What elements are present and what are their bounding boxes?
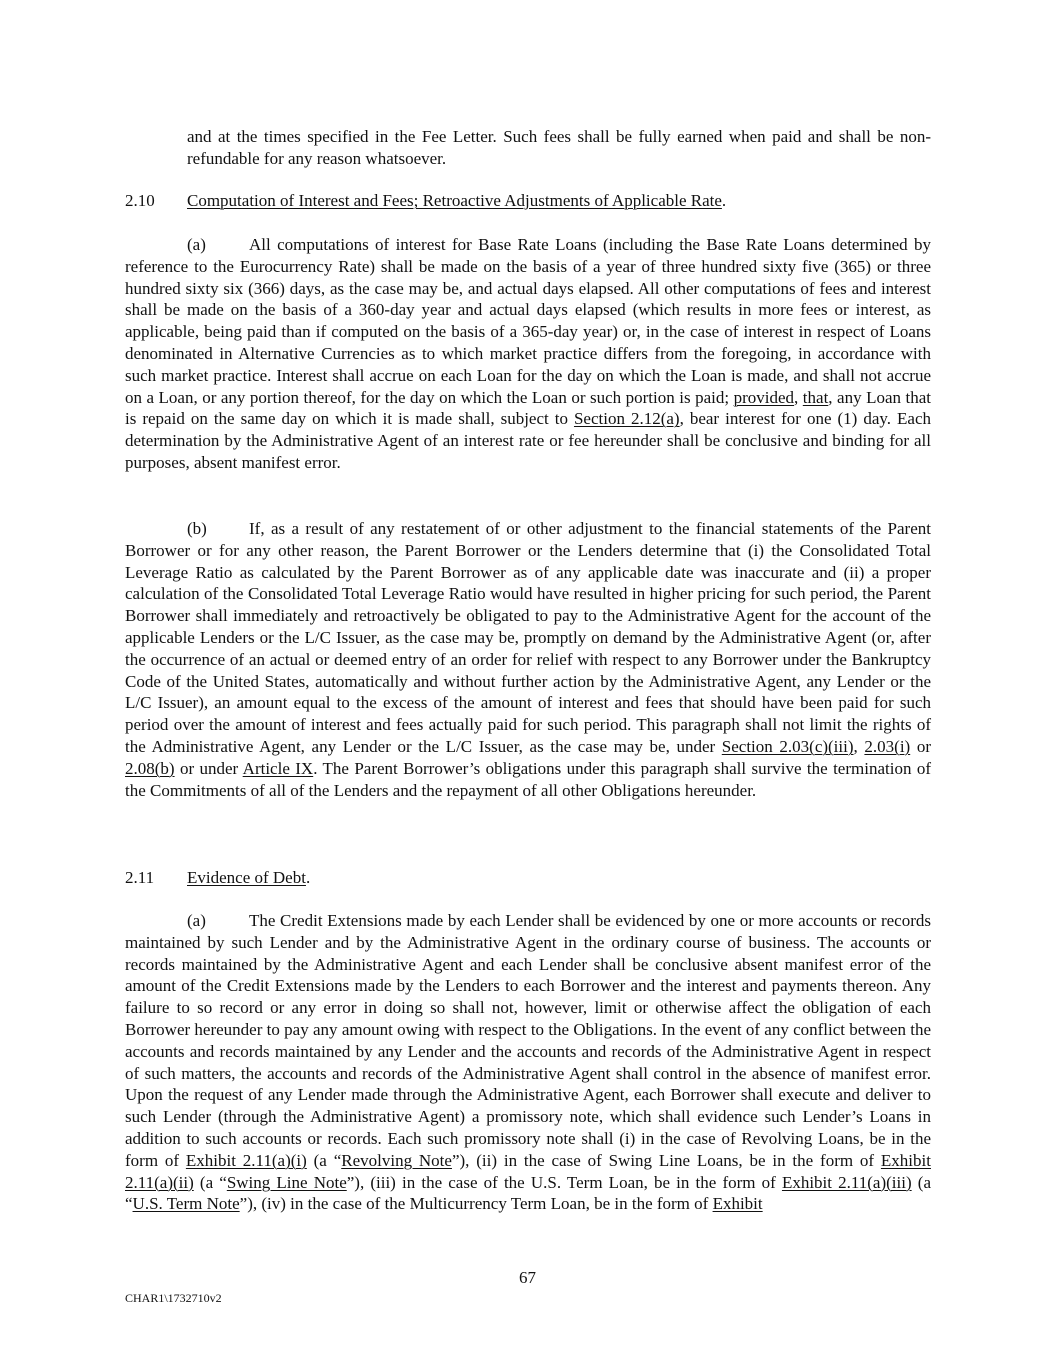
paragraph-2-11-a: (a) The Credit Extensions made by each Lender shall be evidenced by one or more accounts or records maintained by such Lender and by the Administrative Agent in the ordinary course of business. The accounts or records maintained by the Administrative Agent and each Lender shall be conclusive absent manifest error of the amount of the Credit Extensions made by the Lenders to each Borrower and the interest and payments thereon. Any failure to so record or any error in doing so shall not, however, limit or otherwise affect the obligation of each Borrower hereunder to pay any amount owing with respect to the Obligations. In the event of any conflict between the accounts and records maintained by any Lender and the accounts and records of the Administrative Agent in respect of such matters, the accounts and records of the Administrative Agent shall control in the absence of manifest error. Upon the request of any Lender made through the Administrative Agent, each Borrower shall execute and deliver to such Lender (through the Administrative Agent) a promissory note, which shall evidence such Lender’s Loans in addition to such accounts or records. Each such promissory note shall (i) in the case of Revolving Loans, be in the form of Exhibit 2.11(a)(i) (a “Revolving Note”), (ii) in the case of Swing Line Loans, be in the form of Exhibit 2.11(a)(ii) (a “Swing Line Note”), (iii) in the case of the U.S. Term Loan, be in the form of Exhibit 2.11(a)(iii) (a “U.S. Term Note”), (iv) in the case of the Multicurrency Term Loan, be in the form of Exhibit <box>125 911 931 1214</box>
section-reference-link[interactable]: 2.08(b) <box>125 758 175 778</box>
section-title: Computation of Interest and Fees; Retroactive Adjustments of Applicable Rate <box>187 191 722 210</box>
paragraph-text: All computations of interest for Base Rate Loans (including the Base Rate Loans determined by reference to the Eurocurrency Rate) shall be made on the basis of a year of three hundred sixty five (365) or three hundred sixty six (366) days, as the case may be, and actual days elapsed. All other computations of fees and interest shall be made on the basis of a 360-day year and actual days elapsed (which results in more fees or interest, as applicable, being paid than if computed on the basis of a 365-day year) or, in the case of interest in respect of Loans denominated in Alternative Currencies as to which market practice differs from the foregoing, in accordance with such market practice. Interest shall accrue on each Loan for the day on which the Loan is made, and shall not accrue on a Loan, or any portion thereof, for the day on which the Loan or such portion is paid; <box>125 235 931 407</box>
section-title: Evidence of Debt <box>187 868 306 887</box>
exhibit-reference-link[interactable]: Exhibit <box>712 1194 763 1214</box>
paragraph-2-10-a: (a) All computations of interest for Base Rate Loans (including the Base Rate Loans determined by reference to the Eurocurrency Rate) shall be made on the basis of a year of three hundred sixty five (365) or three hundred sixty six (366) days, as the case may be, and actual days elapsed. All other computations of fees and interest shall be made on the basis of a 360-day year and actual days elapsed (which results in more fees or interest, as applicable, being paid than if computed on the basis of a 365-day year) or, in the case of interest in respect of Loans denominated in Alternative Currencies as to which market practice differs from the foregoing, in accordance with such market practice. Interest shall accrue on each Loan for the day on which the Loan is made, and shall not accrue on a Loan, or any portion thereof, for the day on which the Loan or such portion is paid; provided, that, any Loan that is repaid on the same day on which it is made shall, subject to Section 2.12(a), bear interest for one (1) day. Each determination by the Administrative Agent of an interest rate or fee hereunder shall be conclusive and binding for all purposes, absent manifest error. <box>125 235 932 472</box>
paragraph-2-10-b: (b) If, as a result of any restatement of or other adjustment to the financial statements of the Parent Borrower or for any other reason, the Parent Borrower or the Lenders determine that (i) the Consolidated Total Leverage Ratio as calculated by the Parent Borrower as of any applicable date was inaccurate and (ii) a proper calculation of the Consolidated Total Leverage Ratio would have resulted in higher pricing for such period, the Parent Borrower shall immediately and retroactively be obligated to pay to the Administrative Agent for the account of the applicable Lenders or the L/C Issuer, as the case may be, promptly on demand by the Administrative Agent (or, after the occurrence of an actual or deemed entry of an order for relief with respect to any Borrower under the Bankruptcy Code of the United States, automatically and without further action by the Administrative Agent, any Lender or the L/C Issuer), an amount equal to the excess of the amount of interest and fees that should have been paid for such period over the amount of interest and fees actually paid for such period. This paragraph shall not limit the rights of the Administrative Agent, any Lender or the L/C Issuer, as the case may be, under Section 2.03(c)(iii), 2.03(i) or 2.08(b) or under Article IX. The Parent Borrower’s obligations under this paragraph shall survive the termination of the Commitments of all of the Lenders and the repayment of all other Obligations hereunder. <box>125 519 931 800</box>
section-number: 2.10 <box>125 191 155 210</box>
paragraph-label: (a) <box>187 911 206 930</box>
that-term: that <box>802 387 829 407</box>
section-number: 2.11 <box>125 868 155 887</box>
exhibit-reference-link[interactable]: Exhibit 2.11(a)(ii) <box>125 1150 931 1192</box>
defined-term: Revolving Note <box>341 1150 452 1170</box>
paragraph-text: . The Parent Borrower’s obligations under this paragraph shall survive the termination of the Commitments of all of the Lenders and the repayment of all other Obligations hereunder. <box>125 758 931 800</box>
paragraph-text: If, as a result of any restatement of or other adjustment to the financial statements of the Parent Borrower or for any other reason, the Parent Borrower or the Lenders determine that (i) the Consolidated Total Leverage Ratio as calculated by the Parent Borrower as of any applicable date was inaccurate and (ii) a proper calculation of the Consolidated Total Leverage Ratio would have resulted in higher pricing for such period, the Parent Borrower shall immediately and retroactively be obligated to pay to the Administrative Agent for the account of the applicable Lenders or the L/C Issuer, as the case may be, promptly on demand by the Administrative Agent (or, after the occurrence of an actual or deemed entry of an order for relief with respect to any Borrower under the Bankruptcy Code of the United States, automatically and without further action by the Administrative Agent, any Lender or the L/C Issuer), an amount equal to the excess of the amount of interest and fees that should have been paid for such period over the amount of interest and fees actually paid for such period. This paragraph shall not limit the rights of the Administrative Agent, any Lender or the L/C Issuer, as the case may be, under <box>125 519 931 756</box>
section-reference-link[interactable]: Section 2.12(a) <box>573 409 680 429</box>
exhibit-reference-link[interactable]: Exhibit 2.11(a)(iii) <box>781 1172 912 1192</box>
page-number: 67 <box>519 1268 536 1287</box>
defined-term: U.S. Term Note <box>132 1194 240 1214</box>
paragraph-label: (a) <box>187 235 206 254</box>
lead-paragraph: and at the times specified in the Fee Letter. Such fees shall be fully earned when paid and shall be non-refundable for any reason whatsoever. <box>187 127 931 168</box>
section-heading-2-11: 2.11 Evidence of Debt. <box>125 868 311 887</box>
provided-term: provided <box>733 387 795 407</box>
paragraph-label: (b) <box>187 519 207 538</box>
section-heading-2-10: 2.10 Computation of Interest and Fees; Retroactive Adjustments of Applicable Rate. <box>125 191 727 210</box>
article-reference-link[interactable]: Article IX <box>242 758 314 778</box>
paragraph-text: , any Loan that is repaid on the same day on which it is made shall, subject to <box>125 387 932 429</box>
document-id: CHAR1\1732710v2 <box>125 1291 222 1305</box>
paragraph-text: , bear interest for one (1) day. Each determination by the Administrative Agent of an interest rate or fee hereunder shall be conclusive and binding for all purposes, absent manifest error. <box>125 409 932 472</box>
defined-term: Swing Line Note <box>226 1172 347 1192</box>
paragraph-text: The Credit Extensions made by each Lender shall be evidenced by one or more accounts or records maintained by such Lender and by the Administrative Agent in the ordinary course of business. The accounts or records maintained by the Administrative Agent and each Lender shall be conclusive absent manifest error of the amount of the Credit Extensions made by the Lenders to each Borrower and the interest and payments thereon. Any failure to so record or any error in doing so shall not, however, limit or otherwise affect the obligation of each Borrower hereunder to pay any amount owing with respect to the Obligations. In the event of any conflict between the accounts and records maintained by any Lender and the accounts and records of the Administrative Agent in respect of such matters, the accounts and records of the Administrative Agent shall control in the absence of manifest error. Upon the request of any Lender made through the Administrative Agent, each Borrower shall execute and deliver to such Lender (through the Administrative Agent) a promissory note, which shall evidence such Lender’s Loans in addition to such accounts or records. Each such promissory note shall (i) in the case of Revolving Loans, be in the form of <box>125 911 931 1170</box>
section-reference-link[interactable]: Section 2.03(c)(iii) <box>721 736 854 756</box>
exhibit-reference-link[interactable]: Exhibit 2.11(a)(i) <box>185 1150 307 1170</box>
section-reference-link[interactable]: 2.03(i) <box>864 736 911 756</box>
